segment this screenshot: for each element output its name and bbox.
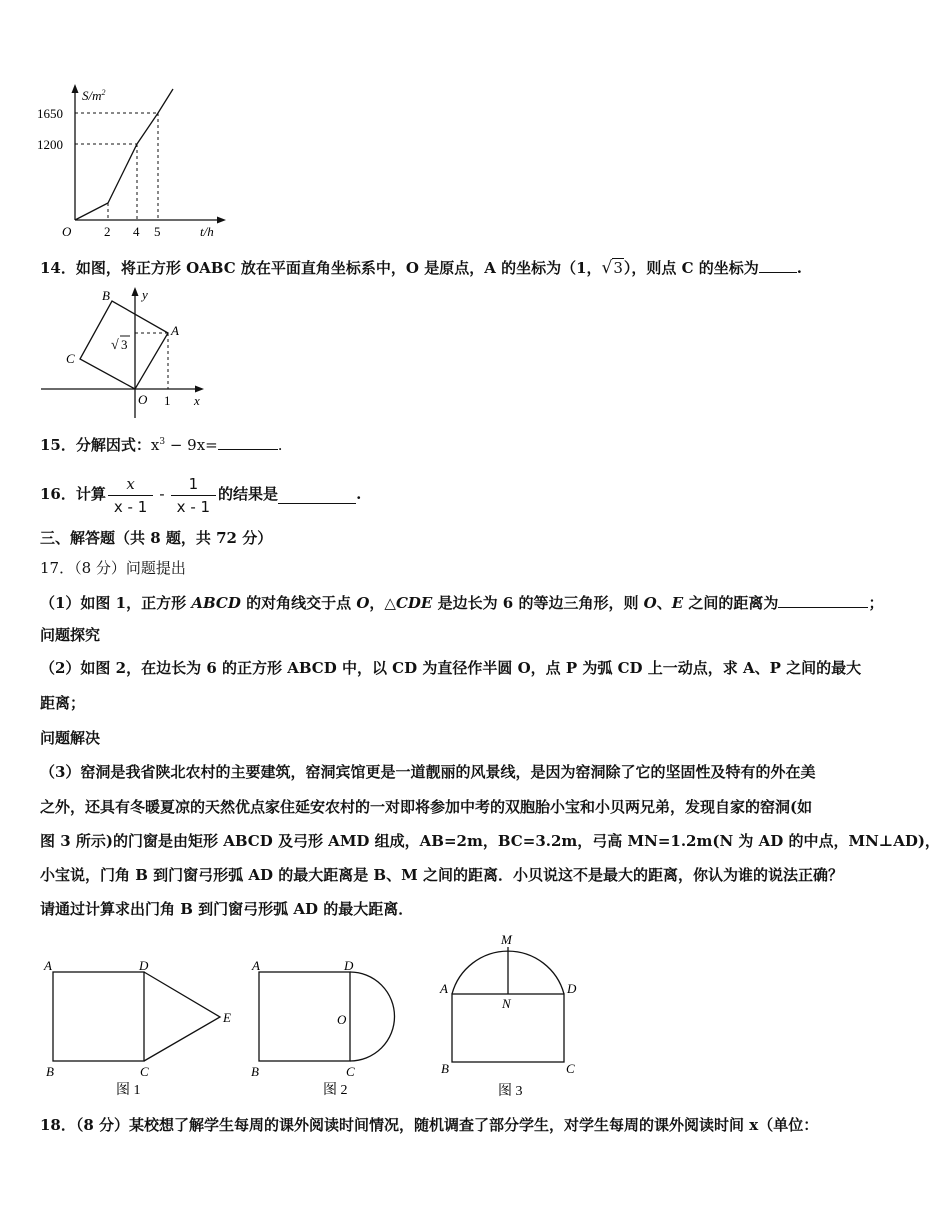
fig3-label-A: A [440,981,448,996]
q16-suffix: 的结果是 [218,485,279,503]
question-16 [40,472,361,516]
q16-answer-blank[interactable] [278,487,356,504]
y-tick-1650: 1650 [37,106,63,121]
fig2-caption: 图 2 [323,1083,348,1098]
q16-fraction-2: $\frac{1}{x - 1}$ [171,475,216,516]
q17-part3-line1: （3）窑洞是我省陕北农村的主要建筑，窑洞宾馆更是一道靓丽的风景线，是因为窑洞除了它的坚固性及特有的外在美 [40,763,816,781]
fig2-label-O: O [337,1012,347,1027]
distance-time-graph [30,80,230,245]
fig1-label-D: D [139,958,149,973]
q17-figures [40,925,600,1105]
q17-part2-line1: （2）如图 2，在边长为 6 的正方形 ABCD 中，以 CD 为直径作半圆 O，点 P 为弧 CD 上一动点，求 A、P 之间的最大 [40,659,862,677]
q14-label-C: C [66,351,75,366]
question-15 [40,432,283,455]
fig1-label-E: E [223,1010,231,1025]
y-axis-label: $S/m^2$ [82,88,106,103]
x-axis-label: t/h [200,224,214,239]
question-18-line1: 18．（8 分）某校想了解学生每周的课外阅读时间情况，随机调查了部分学生，对学生每周的课外阅读时间 x（单位： [40,1116,819,1134]
q14-label-1: 1 [164,393,171,408]
fig3-label-M: M [501,932,512,947]
q14-label-y: y [142,287,148,302]
fig3-label-D: D [567,981,577,996]
q16-end: . [356,485,362,503]
fig3-label-C: C [566,1061,575,1076]
fig3-caption: 图 3 [498,1084,523,1099]
q17-h3: 问题解决 [40,729,101,747]
fig1-label-B: B [46,1064,54,1079]
q14-suffix: ），则点 C 的坐标为 [623,259,759,277]
fig2-label-B: B [251,1064,259,1079]
x-tick-2: 2 [104,224,111,239]
q17-part2-line2: 距离； [40,694,86,712]
fig1-caption: 图 1 [116,1083,141,1098]
x-tick-5: 5 [154,224,161,239]
q17-part3-line5: 请通过计算求出门角 B 到门窗弓形弧 AD 的最大距离． [40,900,414,918]
q14-label-A: A [171,323,179,338]
q17-part3-line4: 小宝说，门角 B 到门窗弓形弧 AD 的最大距离是 B、M 之间的距离．小贝说这不是最大的距离，你认为谁的说法正确？ [40,866,843,884]
q17-part3-line3: 图 3 所示)的门窗是由矩形 ABCD 及弓形 AMD 组成，AB=2m，BC=3.2m，弓高 MN=1.2m(N 为 AD 的中点，MN⊥AD)， [40,832,940,850]
fig2-label-A: A [252,958,260,973]
q14-end: . [796,259,803,277]
q14-square-figure [38,283,213,423]
q14-answer-blank[interactable] [759,256,797,273]
q17-part3-line2: 之外，还具有冬暖夏凉的天然优点家住延安农村的一对即将参加中考的双胞胎小宝和小贝两兄弟，发现自家的窑洞(如 [40,798,813,816]
q16-fraction-1: $\frac{x}{x - 1}$ [108,475,153,516]
q14-label-x: x [194,393,200,408]
q17-answer-blank[interactable] [778,591,868,608]
q15-answer-blank[interactable] [218,433,278,450]
fig1-label-A: A [44,958,52,973]
question-14 [40,256,802,278]
q16-prefix: 16．计算 [40,485,106,503]
section-3-heading: 三、解答题（共 8 题，共 72 分） [40,529,273,547]
q14-prefix: 14．如图，将正方形 OABC 放在平面直角坐标系中，O 是原点，A 的坐标为（1， [40,259,602,277]
q17-h2: 问题探究 [40,626,101,644]
origin-label: O [62,224,72,239]
y-tick-1200: 1200 [37,137,63,152]
fig3-label-B: B [441,1061,449,1076]
q15-end: . [277,436,283,454]
fig1-label-C: C [140,1064,149,1079]
q15-expr: $x^3 - 9x=$ [150,436,218,454]
q14-sqrt-value: 3 [121,337,128,352]
q17-part1: （1）如图 1，正方形 ABCD 的对角线交于点 O，△CDE 是边长为 6 的等边三角形，则 O、E 之间的距离为 ； [40,591,883,613]
q14-label-B: B [102,288,110,303]
q14-sqrt: √3 [601,258,623,278]
x-tick-4: 4 [133,224,140,239]
q14-sqrt-symbol: √ [111,338,119,353]
q17-head: 17．（8 分）问题提出 [40,559,186,577]
q16-minus: - [159,485,165,503]
fig2-label-C: C [346,1064,355,1079]
q15-prefix: 15．分解因式： [40,436,151,454]
fig3-label-N: N [502,996,511,1011]
q14-label-O: O [138,392,148,407]
fig2-label-D: D [344,958,354,973]
